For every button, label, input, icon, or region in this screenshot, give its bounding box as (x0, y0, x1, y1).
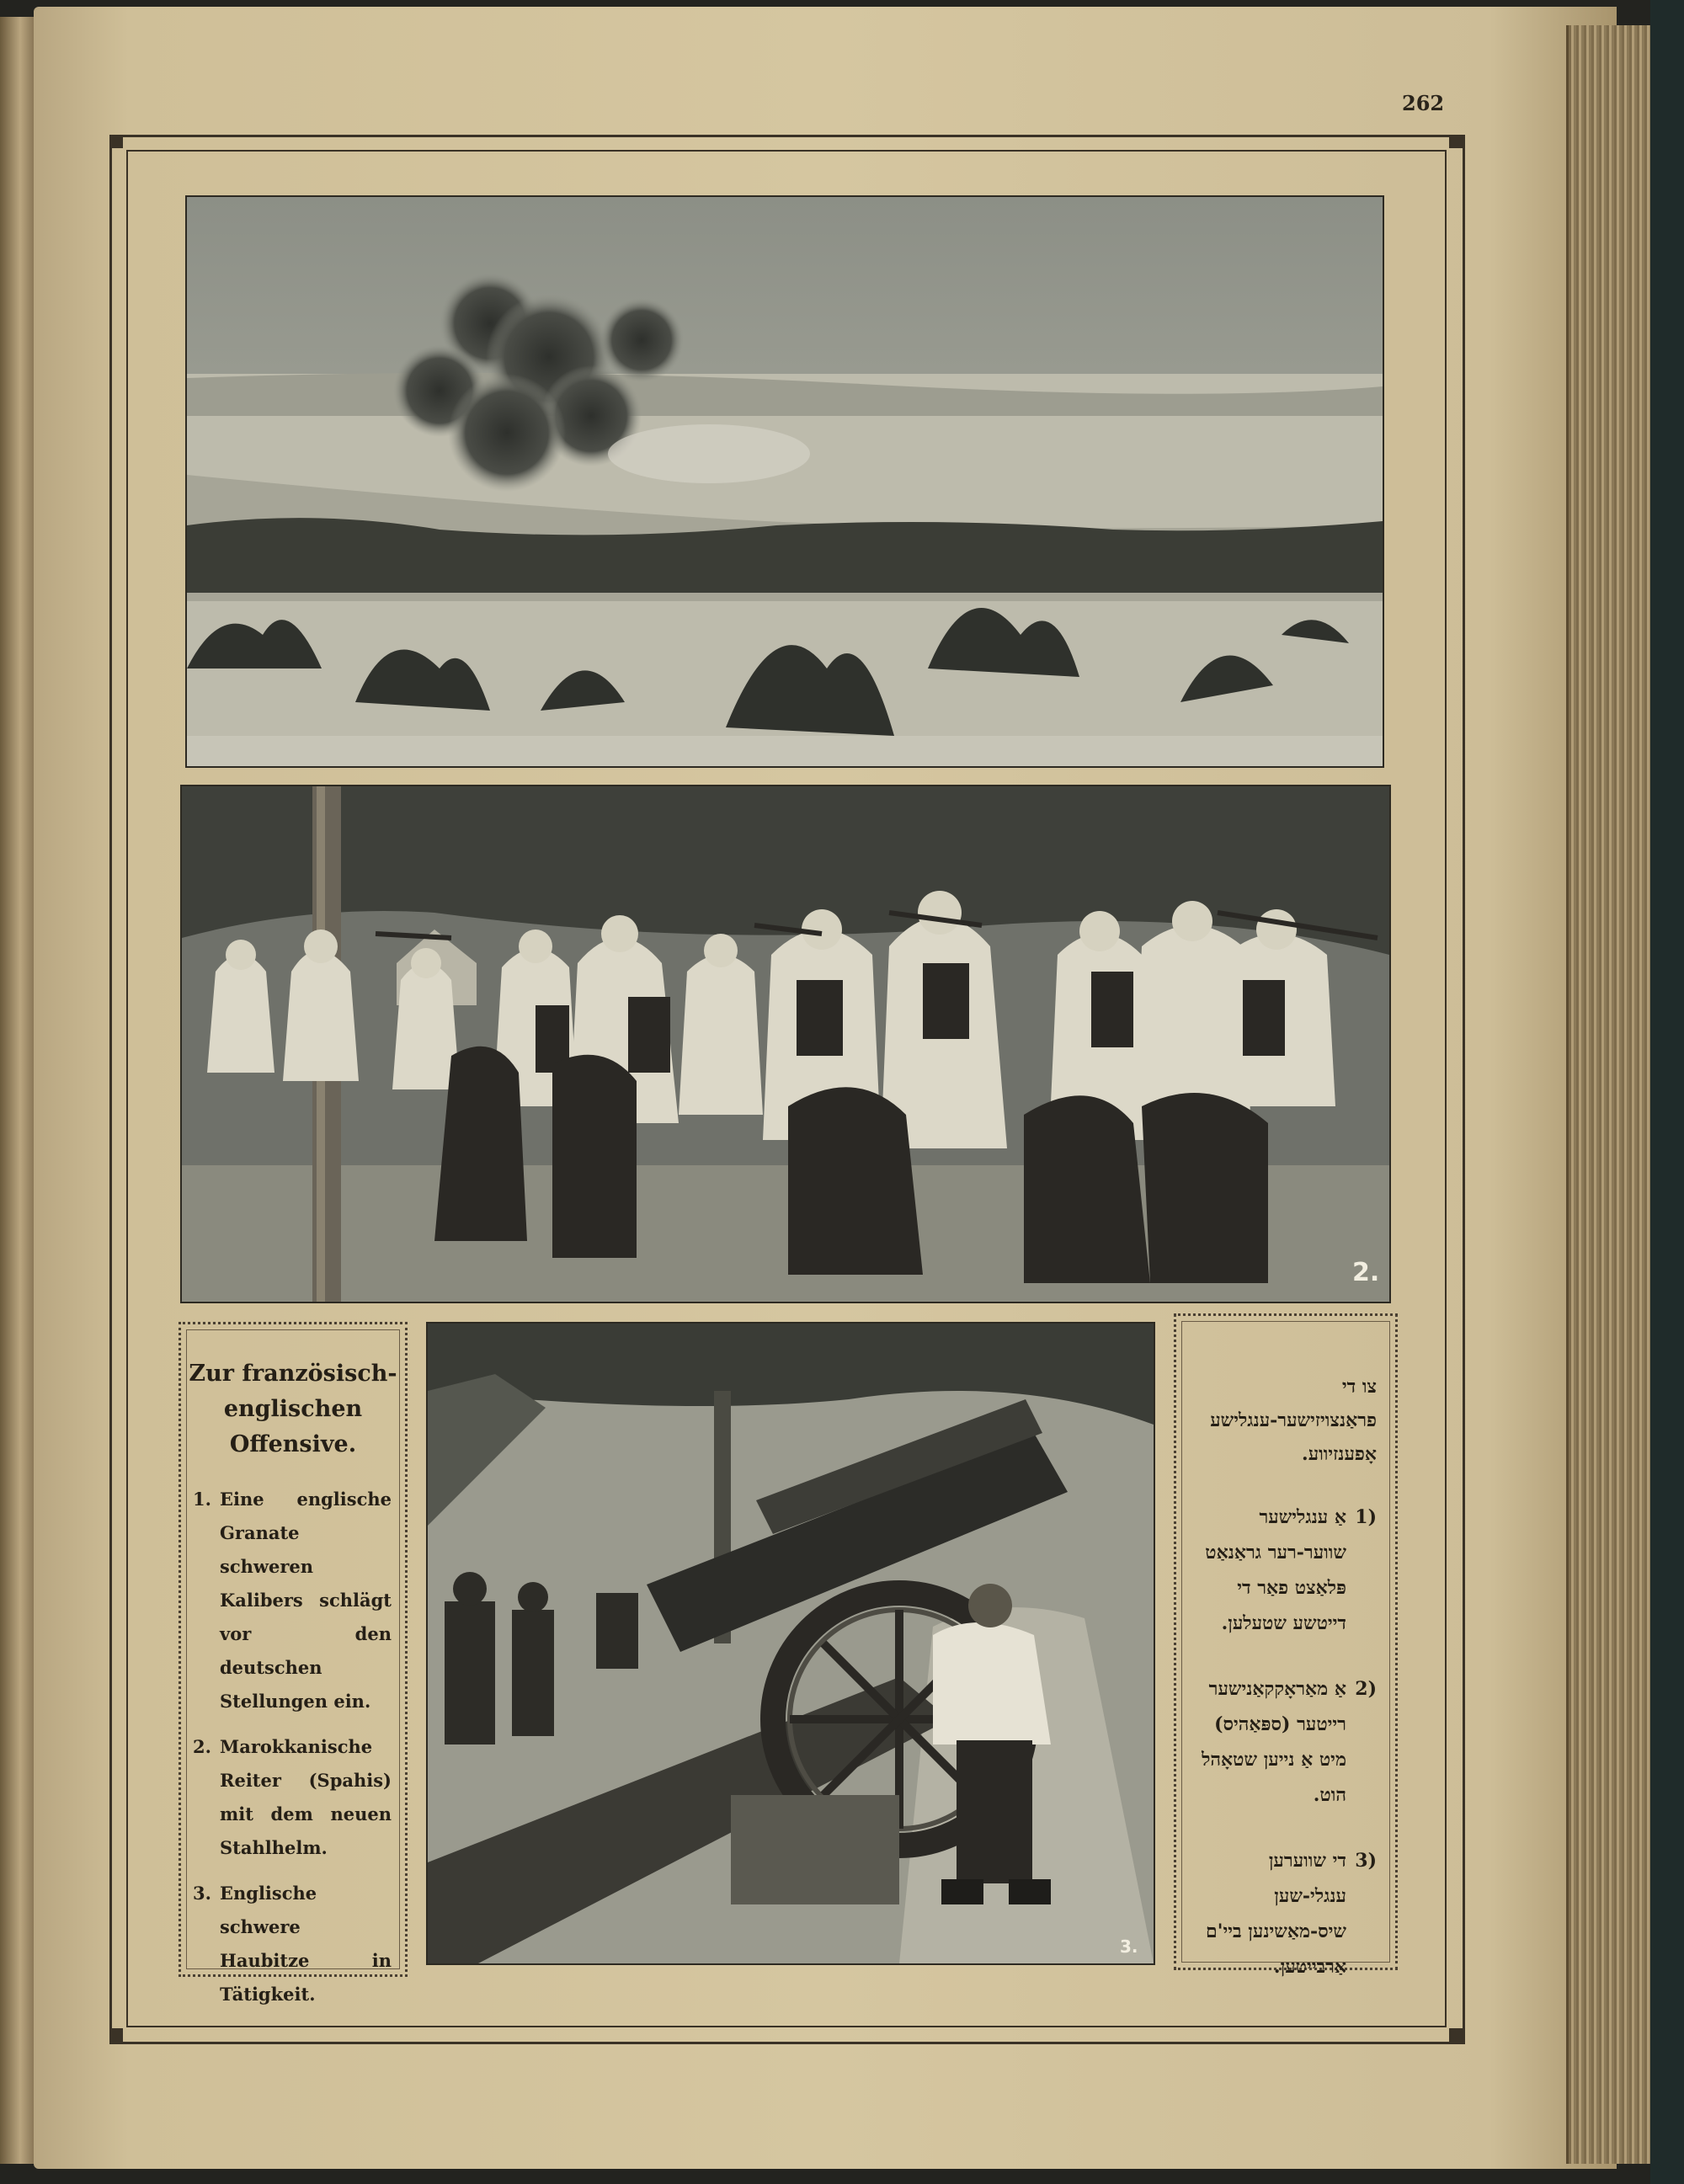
book-cover-edge (1650, 0, 1684, 2184)
yiddish-caption-list (1195, 1500, 1377, 1984)
german-caption-item (193, 1877, 392, 2011)
german-caption-item-text: Eine englische Granate schweren Kalibers schlägt vor den deutschen Stellungen ein. (220, 1489, 392, 1712)
photo-moroccan-cavalry (180, 785, 1391, 1303)
frame-corner (1449, 2028, 1463, 2042)
page-number: 262 (1402, 91, 1445, 115)
photo-shell-explosion (185, 195, 1384, 768)
yiddish-caption-title: צו די פראַנצויזישער-ענגלישע אָפענזיווע. (1210, 1376, 1377, 1465)
german-caption-item (193, 1483, 392, 1718)
yiddish-caption-item-text: אַ ענגלישער שווער-רער גראַנאַט פּלאַצט פאַר די דייטשע שטעלען. (1205, 1506, 1346, 1634)
yiddish-caption-box (1174, 1313, 1398, 1978)
frame-corner (1449, 135, 1463, 148)
german-caption-item-number: 3. (193, 1883, 211, 1904)
frame-corner (109, 135, 123, 148)
yiddish-caption-item-text: אַ מאַראָקקאַנישער רייטער (ספּאַהיס) מיט אַ נייען שטאָהל הוט. (1202, 1678, 1346, 1806)
photo-number-3: 3. (1120, 1936, 1138, 1957)
german-caption-box (179, 1322, 408, 2005)
photo-shell-explosion-image (187, 197, 1383, 766)
frame-corner (109, 2028, 123, 2042)
yiddish-caption-item (1195, 1671, 1377, 1813)
photo-howitzer (426, 1322, 1155, 1965)
german-caption-item-text: Marokkanische Reiter (Spahis) mit dem neuen Stahlhelm. (220, 1736, 392, 1858)
german-caption-item-number: 1. (193, 1489, 211, 1510)
yiddish-caption-item-text: די שווערען ענגלי-שען שיס-מאַשינען ביי'ם אַרבייטען. (1206, 1850, 1346, 1978)
yiddish-caption-item-number: (3 (1355, 1850, 1377, 1872)
german-caption-item (193, 1730, 392, 1865)
yiddish-caption-item (1195, 1500, 1377, 1641)
yiddish-caption-item-number: (2 (1355, 1678, 1377, 1700)
left-page-edge (0, 17, 34, 2164)
yiddish-caption-item-number: (1 (1355, 1506, 1377, 1528)
photo-moroccan-cavalry-image (182, 786, 1389, 1302)
yiddish-caption-item (1195, 1843, 1377, 1984)
german-caption-list (193, 1483, 392, 2011)
german-caption-item-text: Englische schwere Haubitze in Tätigkeit. (220, 1883, 392, 2005)
german-caption-title: Zur französisch-englischen Offensive. (189, 1361, 397, 1457)
german-caption-item-number: 2. (193, 1736, 211, 1757)
photo-number-2: 2. (1352, 1258, 1380, 1287)
photo-howitzer-image (428, 1324, 1154, 1963)
